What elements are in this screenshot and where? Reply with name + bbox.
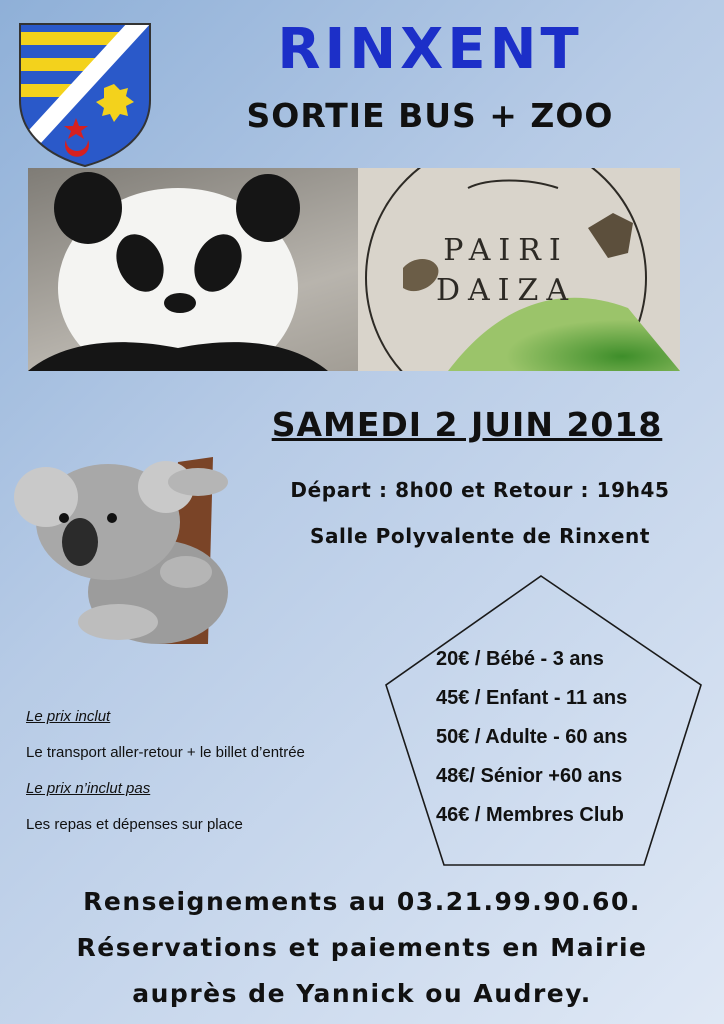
logo-text-line1: PAIRI <box>443 233 569 268</box>
excluded-heading: Le prix n’inclut pas <box>26 780 151 797</box>
town-title: RINXENT <box>277 17 583 82</box>
included-heading: Le prix inclut <box>26 708 111 725</box>
price-list <box>436 644 716 839</box>
price-details <box>26 708 386 852</box>
coat-of-arms-icon <box>18 22 152 168</box>
booking-contacts: auprès de Yannick ou Audrey. <box>132 979 592 1008</box>
price-adult: 50€ / Adulte - 60 ans <box>436 726 628 748</box>
koala-icon <box>8 452 248 644</box>
contact-phone: Renseignements au 03.21.99.90.60. <box>83 887 641 916</box>
event-subtitle: SORTIE BUS + ZOO <box>246 96 614 135</box>
price-baby: 20€ / Bébé - 3 ans <box>436 648 604 670</box>
excluded-text: Les repas et dépenses sur place <box>26 816 243 833</box>
price-child: 45€ / Enfant - 11 ans <box>436 687 628 709</box>
departure-return-times: Départ : 8h00 et Retour : 19h45 <box>290 478 670 502</box>
meeting-location: Salle Polyvalente de Rinxent <box>309 524 651 548</box>
contact-info <box>0 882 724 1020</box>
zoo-banner <box>28 168 680 371</box>
included-text: Le transport aller-retour + le billet d’entrée <box>26 744 305 761</box>
logo-text-line2: DAIZA <box>435 273 577 308</box>
price-senior: 48€/ Sénior +60 ans <box>436 765 623 787</box>
booking-info: Réservations et paiements en Mairie <box>76 933 648 962</box>
price-club-members: 46€ / Membres Club <box>436 804 624 826</box>
event-date: SAMEDI 2 JUIN 2018 <box>271 405 663 444</box>
